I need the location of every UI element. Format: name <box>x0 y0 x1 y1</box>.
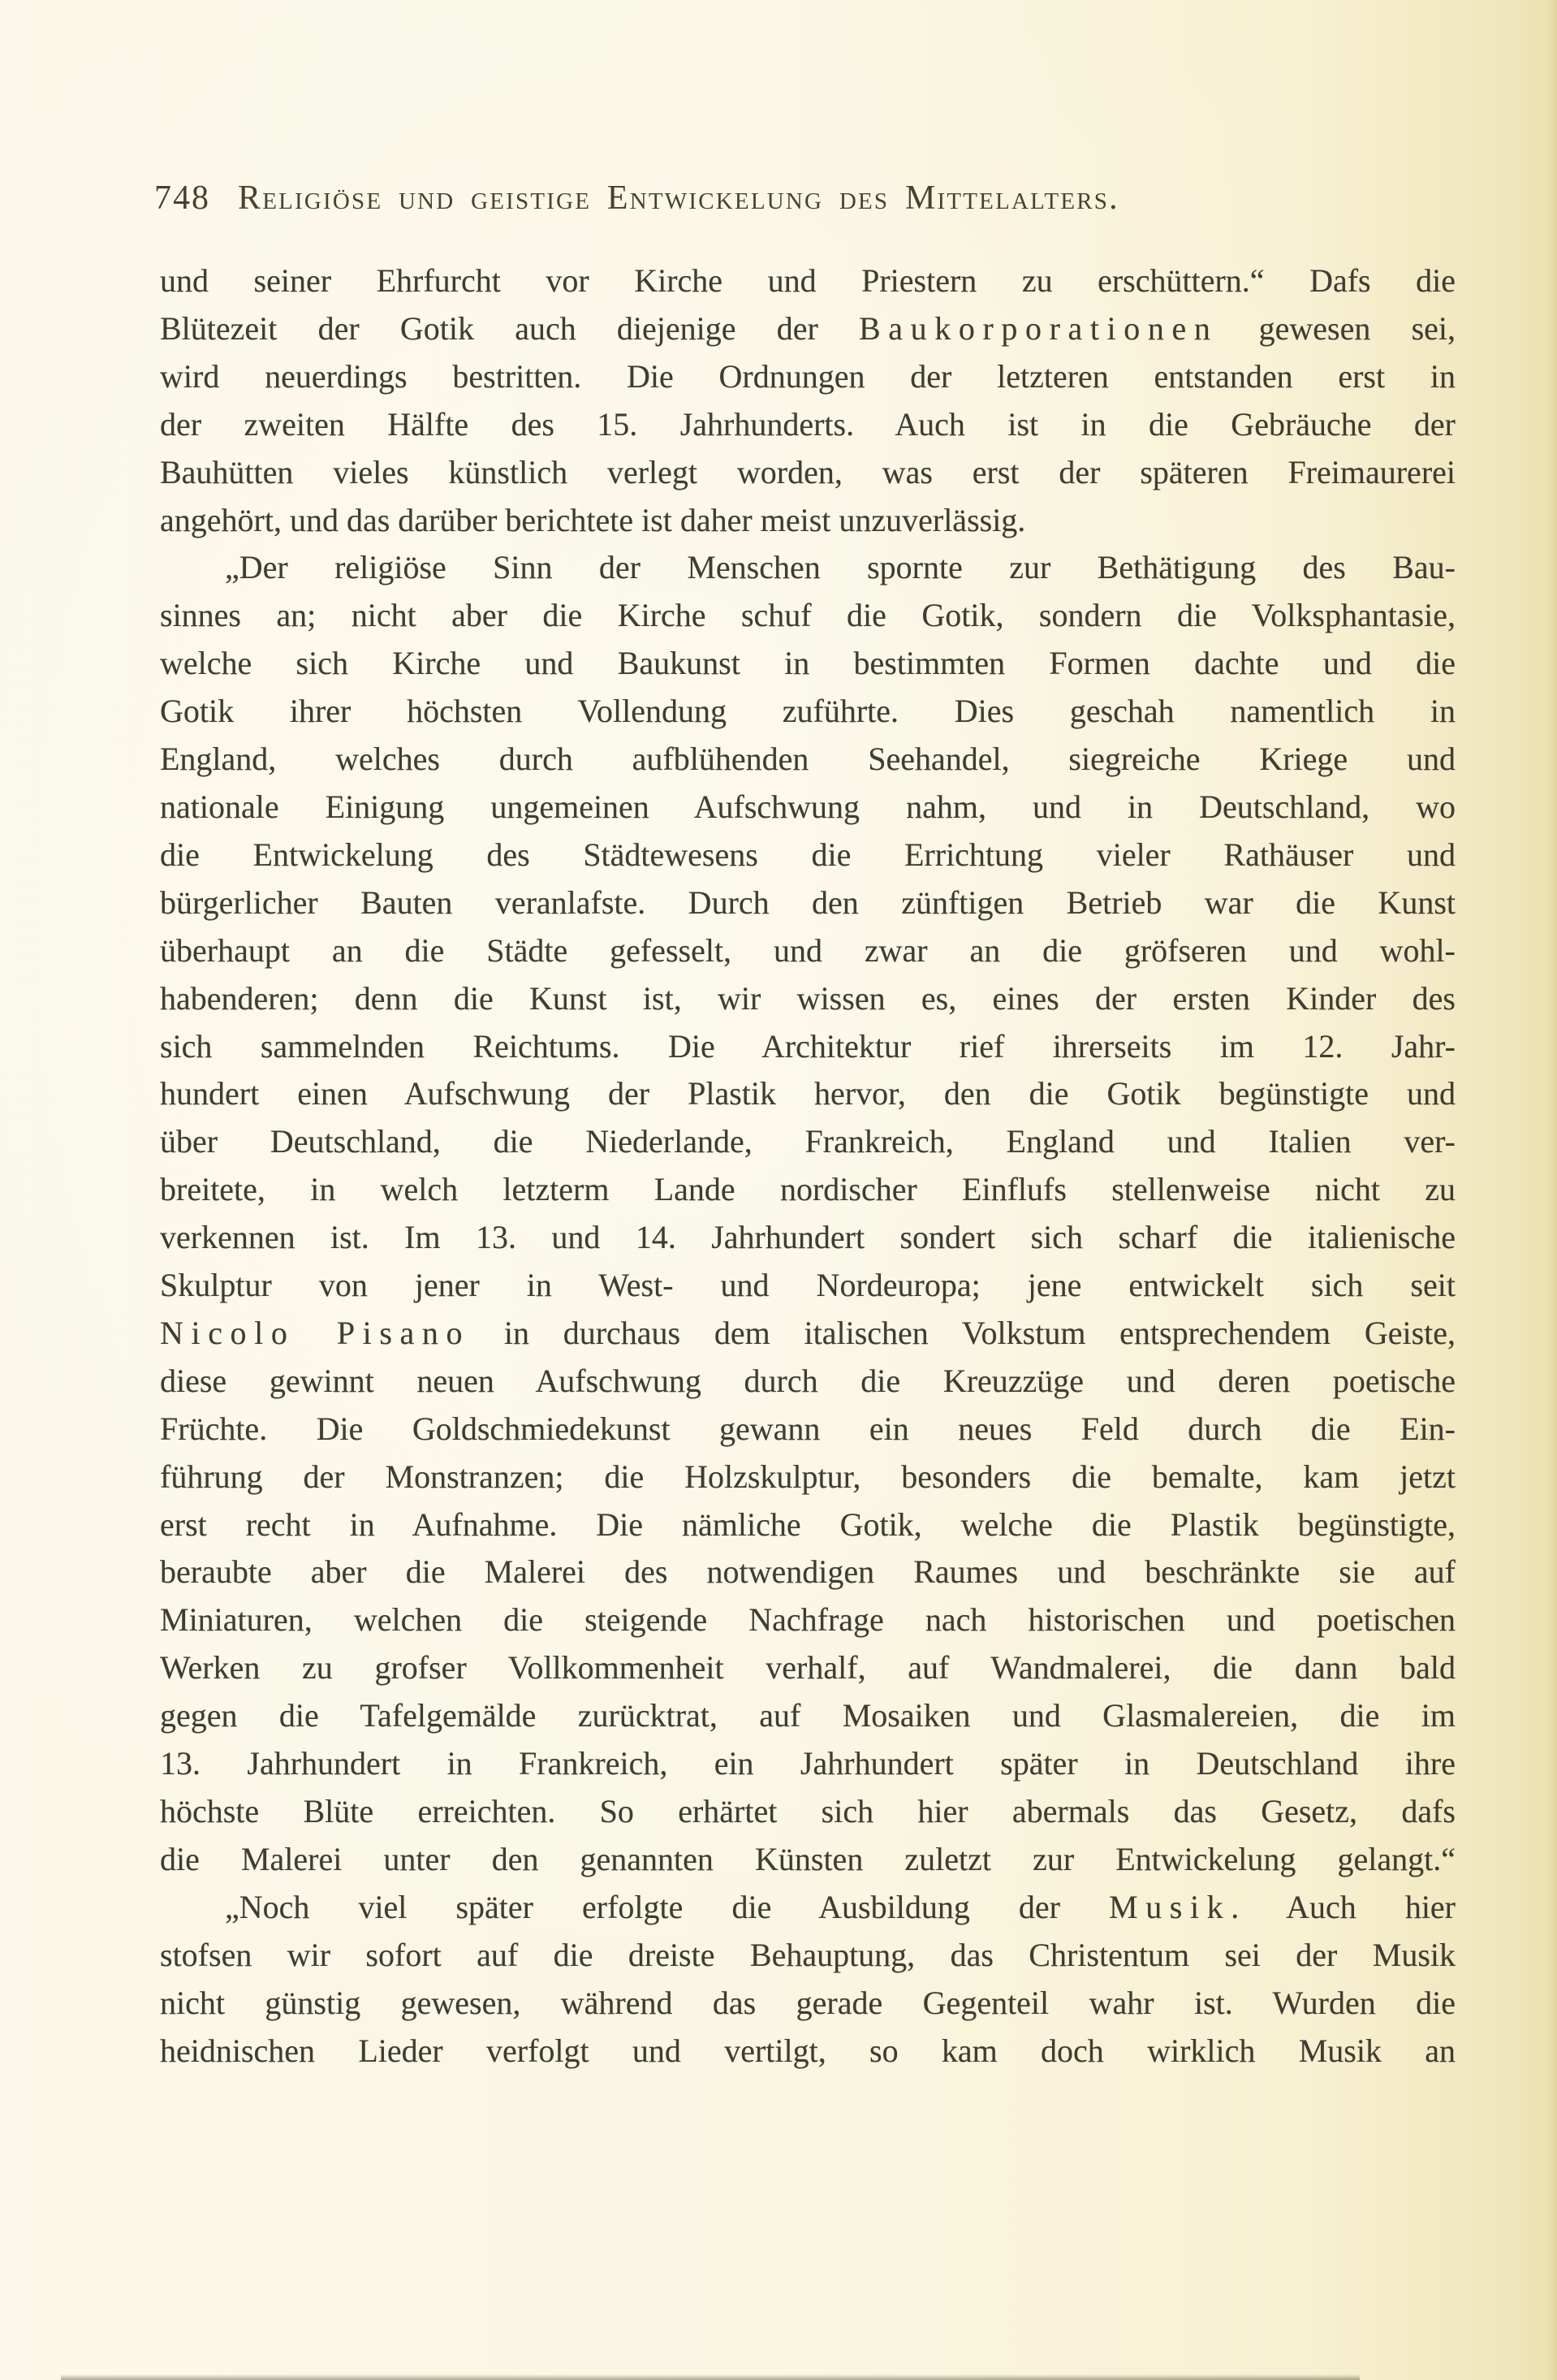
text-segment: gegen die Tafelgemälde zurücktrat, auf Mosaiken und Glasmalereien, die im <box>160 1697 1456 1734</box>
letterspaced-text: Nicolo Pisano <box>160 1314 471 1351</box>
text-segment: welche sich Kirche und Baukunst in bestimmten Formen dachte und die <box>160 645 1456 682</box>
text-segment: überhaupt an die Städte gefesselt, und zwar an die gröfseren und wohl- <box>160 931 1456 969</box>
text-segment: hundert einen Aufschwung der Plastik hervor, den die Gotik begünstigte und <box>160 1075 1456 1112</box>
text-segment: nationale Einigung ungemeinen Aufschwung nahm, und in Deutschland, wo <box>160 788 1456 825</box>
text-line <box>160 1118 1456 1166</box>
page-number: 748 <box>154 179 210 217</box>
text-line <box>160 1644 1456 1692</box>
text-line <box>160 401 1456 449</box>
letterspaced-text: Baukorporationen <box>859 309 1218 347</box>
text-line <box>160 1214 1456 1262</box>
text-segment: die Malerei unter den genannten Künsten zuletzt zur Entwickelung gelangt.“ <box>160 1840 1456 1877</box>
text-line <box>160 592 1456 640</box>
text-line <box>160 544 1456 592</box>
text-segment: sich sammelnden Reichtums. Die Architektur rief ihrerseits im 12. Jahr- <box>160 1027 1456 1065</box>
text-line <box>160 257 1456 305</box>
text-line <box>160 879 1456 927</box>
text-line <box>160 1884 1456 1932</box>
text-segment: beraubte aber die Malerei des notwendigen Raumes und beschränkte sie auf <box>160 1553 1456 1591</box>
text-segment: erst recht in Aufnahme. Die nämliche Gotik, welche die Plastik begünstigte, <box>160 1505 1456 1543</box>
text-line <box>160 305 1456 353</box>
text-segment: heidnischen Lieder verfolgt und vertilgt, so kam doch wirklich Musik an <box>160 2032 1456 2069</box>
text-line <box>160 1023 1456 1071</box>
text-line <box>160 1406 1456 1453</box>
text-line <box>160 975 1456 1023</box>
text-segment: Blütezeit der Gotik auch diejenige der <box>160 309 860 347</box>
text-segment: nicht günstig gewesen, während das gerade Gegenteil wahr ist. Wurden die <box>160 1984 1456 2021</box>
text-segment: stofsen wir sofort auf die dreiste Behauptung, das Christentum sei der Musik <box>160 1936 1456 1973</box>
text-line <box>160 2028 1456 2075</box>
text-segment: diese gewinnt neuen Aufschwung durch die Kreuzzüge und deren poetische <box>160 1362 1456 1399</box>
running-header: Religiöse und geistige Entwickelung des Mittelalters. <box>238 179 1119 217</box>
text-line <box>160 1980 1456 2028</box>
text-segment: über Deutschland, die Niederlande, Frankreich, England und Italien ver- <box>160 1123 1456 1160</box>
text-segment: bürgerlicher Bauten veranlafste. Durch den zünftigen Betrieb war die Kunst <box>160 883 1456 921</box>
text-line <box>160 1453 1456 1501</box>
text-line <box>160 497 1456 545</box>
text-line <box>160 640 1456 688</box>
scan-edge-bottom <box>61 2374 1360 2380</box>
text-segment: . Auch hier <box>1231 1888 1456 1925</box>
text-segment: sinnes an; nicht aber die Kirche schuf die Gotik, sondern die Volksphantasie, <box>160 597 1456 634</box>
text-segment: verkennen ist. Im 13. und 14. Jahrhundert sondert sich scharf die italienische <box>160 1219 1456 1256</box>
text-segment: breitete, in welch letzterm Lande nordischer Einflufs stellenweise nicht zu <box>160 1171 1456 1208</box>
text-segment: habenderen; denn die Kunst ist, wir wissen es, eines der ersten Kinder des <box>160 979 1456 1017</box>
text-segment: Skulptur von jener in West- und Nordeuropa; jene entwickelt sich seit <box>160 1267 1456 1304</box>
body-text <box>160 257 1456 2075</box>
text-segment: angehört, und das darüber berichtete ist daher meist unzuverlässig. <box>160 501 1026 538</box>
text-segment: die Entwickelung des Städtewesens die Errichtung vieler Rathäuser und <box>160 836 1456 873</box>
text-line <box>160 1596 1456 1644</box>
scan-edge-right <box>1546 0 1557 2380</box>
text-line <box>160 1262 1456 1310</box>
text-line <box>160 688 1456 736</box>
text-line <box>160 1740 1456 1788</box>
text-segment: 13. Jahrhundert in Frankreich, ein Jahrhundert später in Deutschland ihre <box>160 1745 1456 1782</box>
text-segment: Werken zu grofser Vollkommenheit verhalf, auf Wandmalerei, die dann bald <box>160 1649 1456 1687</box>
text-line <box>160 1692 1456 1740</box>
text-line <box>160 736 1456 784</box>
text-segment: wird neuerdings bestritten. Die Ordnungen der letzteren entstanden erst in <box>160 357 1456 395</box>
text-segment: gewesen sei, <box>1218 309 1456 347</box>
text-segment: und seiner Ehrfurcht vor Kirche und Priestern zu erschüttern.“ Dafs die <box>160 262 1456 299</box>
text-segment: Bauhütten vieles künstlich verlegt worden, was erst der späteren Freimaurerei <box>160 453 1456 490</box>
text-line <box>160 1549 1456 1596</box>
text-line <box>160 1310 1456 1358</box>
text-segment: Miniaturen, welchen die steigende Nachfrage nach historischen und poetischen <box>160 1601 1456 1639</box>
text-segment: England, welches durch aufblühenden Seehandel, siegreiche Kriege und <box>160 741 1456 778</box>
text-line <box>160 449 1456 497</box>
text-segment: Gotik ihrer höchsten Vollendung zuführte. Dies geschah namentlich in <box>160 693 1456 730</box>
text-line <box>160 831 1456 879</box>
text-line <box>160 1358 1456 1406</box>
text-line <box>160 784 1456 831</box>
text-segment: höchste Blüte erreichten. So erhärtet sich hier abermals das Gesetz, dafs <box>160 1793 1456 1829</box>
text-segment: Früchte. Die Goldschmiedekunst gewann ein neues Feld durch die Ein- <box>160 1410 1456 1447</box>
text-line <box>160 353 1456 401</box>
text-segment: „Noch viel später erfolgte die Ausbildung der <box>225 1888 1110 1925</box>
text-line <box>160 1070 1456 1118</box>
page-header <box>154 180 1119 216</box>
text-line <box>160 927 1456 975</box>
text-line <box>160 1501 1456 1549</box>
text-segment: in durchaus dem italischen Volkstum entsprechendem Geiste, <box>470 1314 1456 1351</box>
text-line <box>160 1932 1456 1980</box>
text-line <box>160 1166 1456 1214</box>
text-line <box>160 1788 1456 1836</box>
letterspaced-text: Musik <box>1109 1888 1231 1925</box>
text-line <box>160 1836 1456 1884</box>
text-segment: der zweiten Hälfte des 15. Jahrhunderts. Auch ist in die Gebräuche der <box>160 405 1456 443</box>
text-segment: „Der religiöse Sinn der Menschen spornte zur Bethätigung des Bau- <box>225 549 1456 586</box>
text-segment: führung der Monstranzen; die Holzskulptur, besonders die bemalte, kam jetzt <box>160 1458 1456 1495</box>
